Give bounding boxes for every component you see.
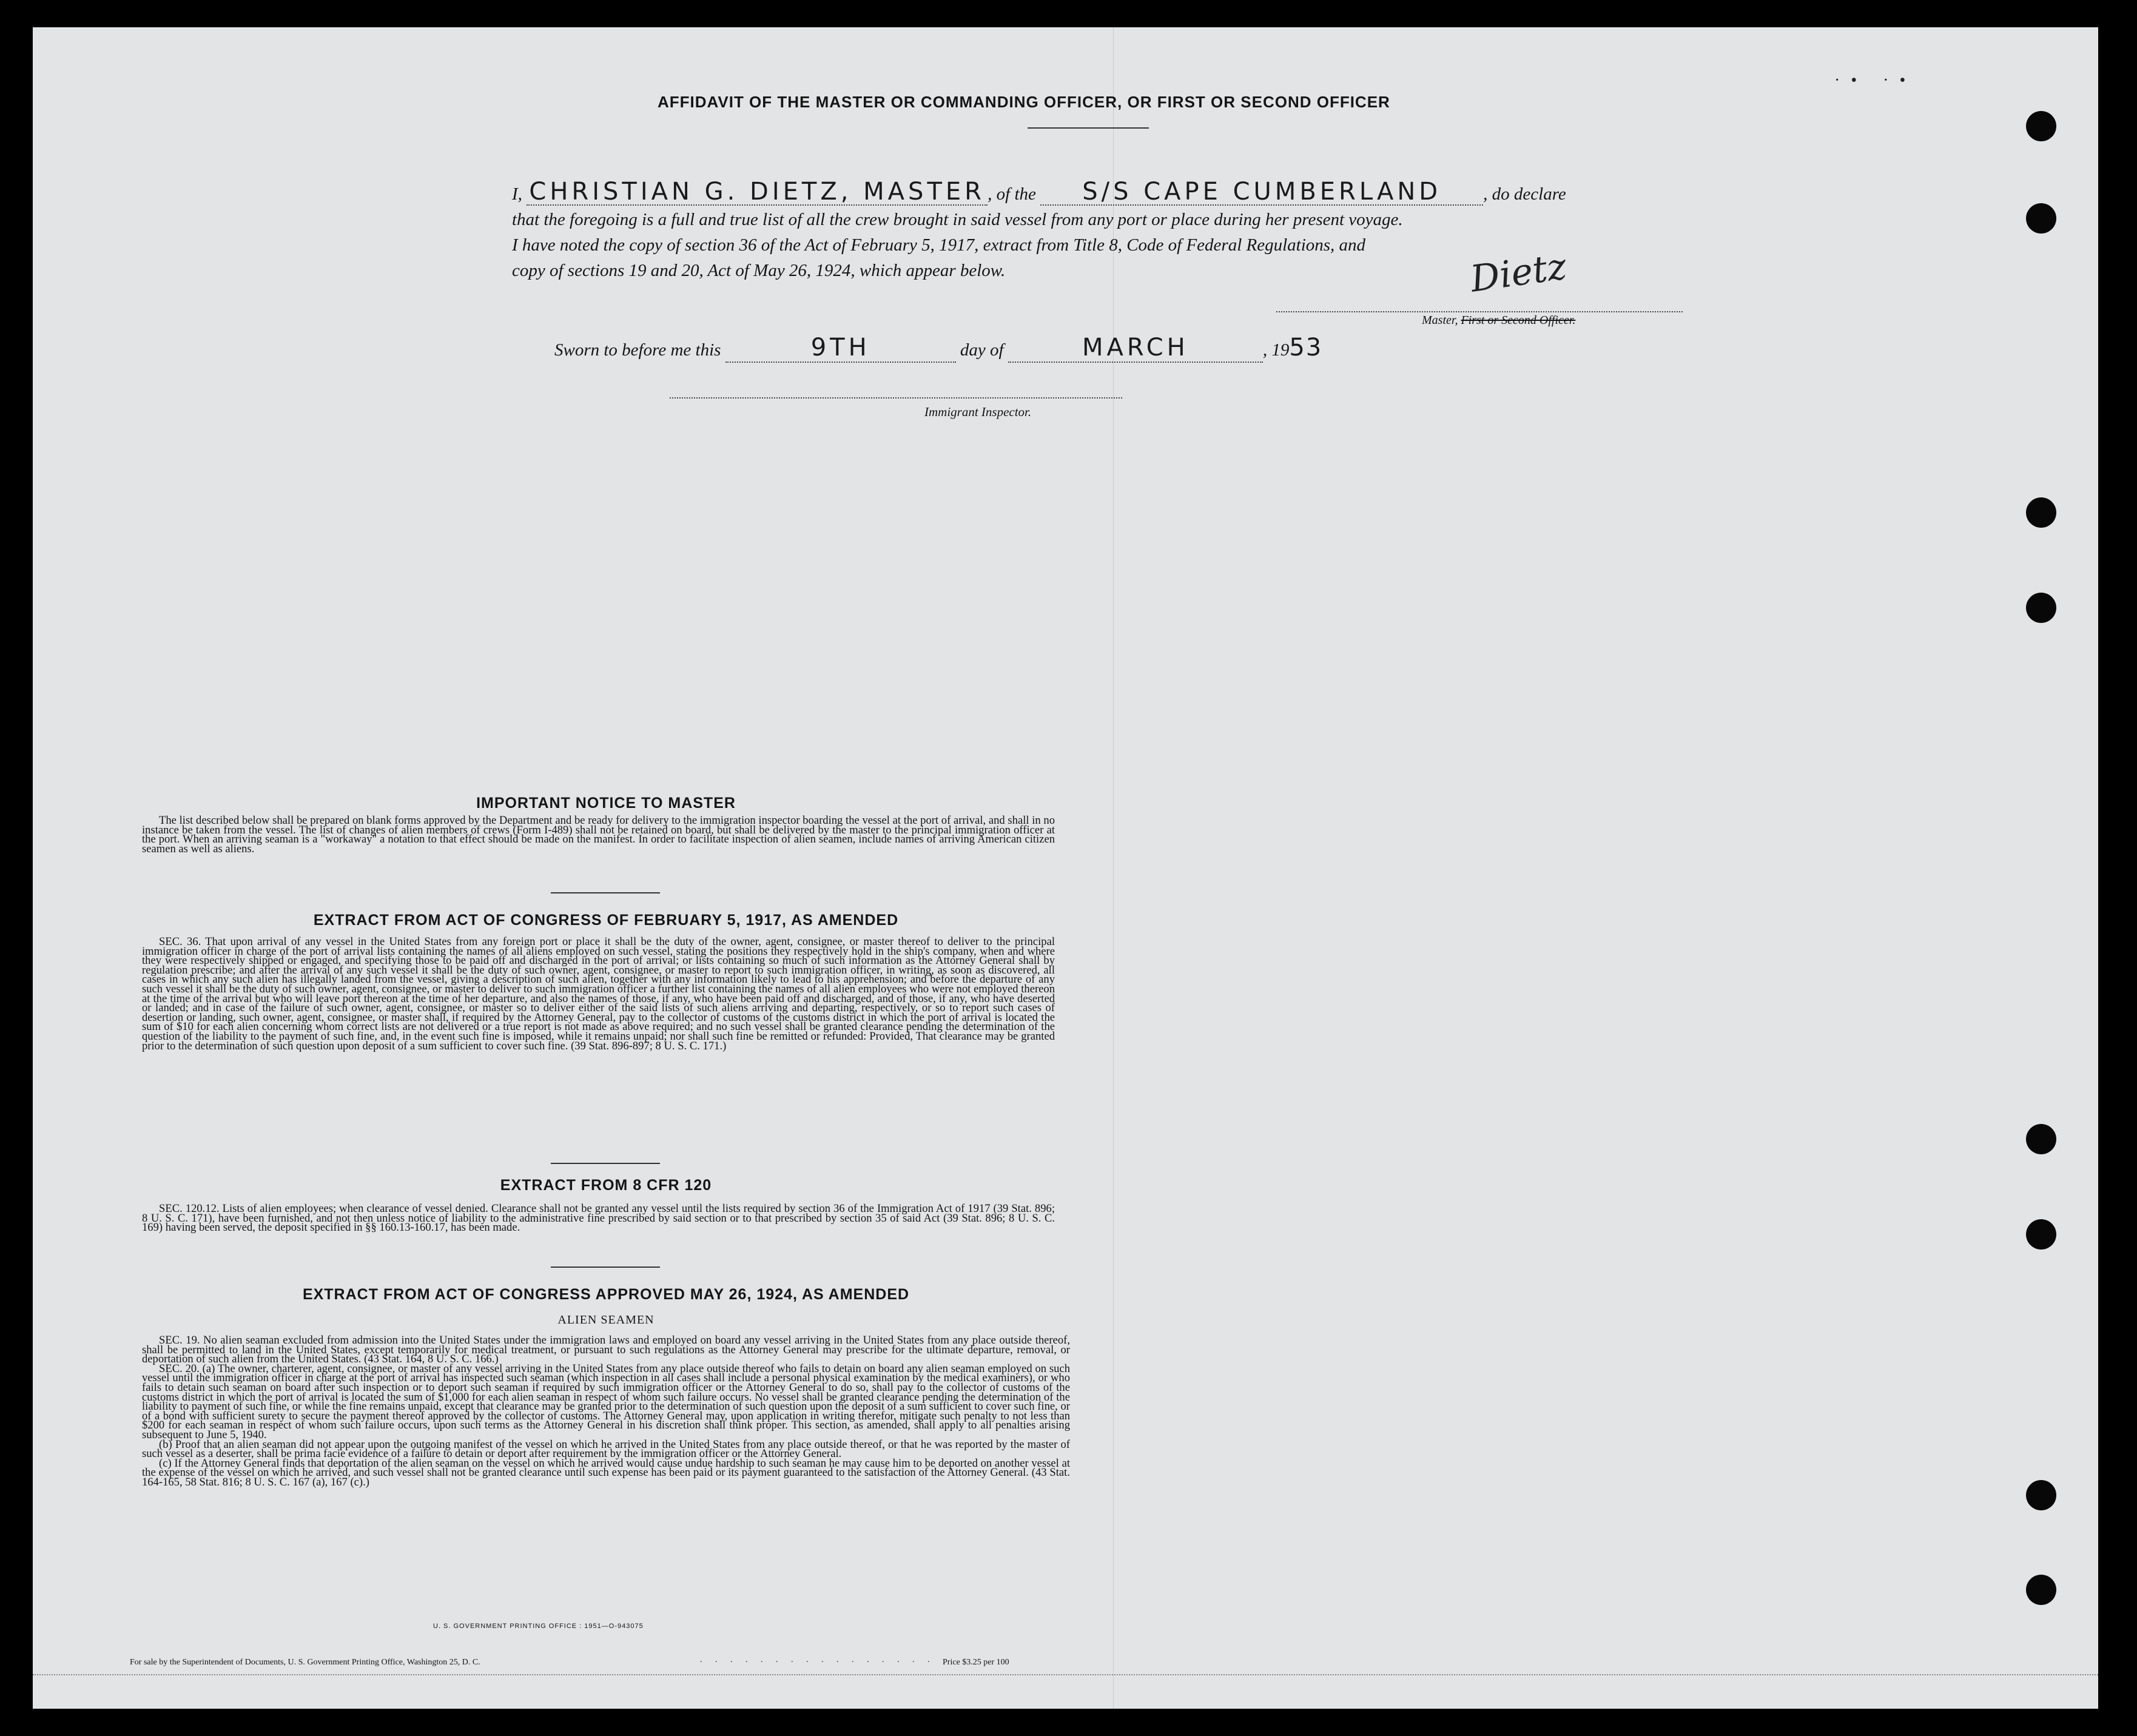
affidavit-title: AFFIDAVIT OF THE MASTER OR COMMANDING OFFICER, OR FIRST OR SECOND OFFICER (658, 93, 1390, 111)
notice-text: The list described below shall be prepared on blank forms approved by the Department and be ready for delivery to the immigration inspector boarding the vessel at the port of arrival, and shall in no instance be taken from the vessel. The list of changes of alien members of crews (Form I-489) shall not be retained on board, but shall be delivered by the master to the principal immigration officer at the port. When an arriving seaman is a "workaway" a notation to that effect should be made on the manifest. In order to facilitate inspection of alien seamen, include names of arriving American citizen seamen as well as aliens. (142, 814, 1055, 855)
sec-20c: (c) If the Attorney General finds that deportation of the alien seaman on the vessel on which he arrived would cause undue hardship to such seaman he may cause him to be deported on another vessel at the expense of the vessel on which he arrived, and such vessel shall not be granted clearance until such expense has been paid or its payment guaranteed to the satisfaction of the Attorney General. (43 Stat. 164-165, 58 Stat. 816; 8 U. S. C. 167 (a), 167 (c).) (142, 1456, 1070, 1489)
i-label: I, (512, 184, 522, 204)
sec-20b: (b) Proof that an alien seaman did not appear upon the outgoing manifest of the vessel on which he arrived in the United States from any place outside thereof, or that he was reported by the master of such vessel as a deserter, shall be prima facie evidence of a failure to detain or deport after requirement by the immigration officer or the Attorney General. (142, 1438, 1070, 1461)
sworn-line (554, 334, 1322, 363)
vessel-name-field: S/S CAPE CUMBERLAND (1040, 179, 1483, 206)
footer-price: Price $3.25 per 100 (943, 1658, 1009, 1667)
extract-1917-title: EXTRACT FROM ACT OF CONGRESS OF FEBRUARY 5, 1917, AS AMENDED (313, 912, 899, 929)
notice-title: IMPORTANT NOTICE TO MASTER (476, 795, 736, 812)
declaration-line-4: copy of sections 19 and 20, Act of May 26, 1924, which appear below. (512, 261, 1006, 280)
extract-cfr-divider (551, 1267, 660, 1268)
declaration-line-2: that the foregoing is a full and true list of all the crew brought in said vessel from any port or place during her present voyage. (512, 210, 1403, 229)
binder-hole (2026, 1219, 2056, 1250)
paper-specks: ·• ·• (1834, 71, 1917, 90)
document-sheet (33, 27, 2098, 1709)
alien-seamen-subtitle: ALIEN SEAMEN (557, 1313, 655, 1327)
signer-caption: Master, First or Second Officer. (1422, 314, 1576, 327)
binder-hole (2026, 593, 2056, 623)
binder-hole (2026, 497, 2056, 528)
extract-1917-divider (551, 1163, 660, 1164)
master-name-field: CHRISTIAN G. DIETZ, MASTER (527, 179, 988, 206)
declaration-line-1 (512, 179, 1695, 207)
master-signature: Dietz (1467, 245, 1569, 301)
sworn-label: Sworn to before me this (554, 340, 721, 360)
extract-1917-text: SEC. 36. That upon arrival of any vessel in the United States from any foreign port or place it shall be the duty of the owner, agent, consignee, or master thereof to deliver to the principal immigration officer in charge of the port of arrival lists containing the names of all aliens employed on such vessel, stating the positions they respectively hold in the ship's company, when and where they were respectively shipped or engaged, and specifying those to be paid off and discharged in the port of arrival; or lists containing so much of such information as the Attorney General shall by regulation prescribe; and after the arrival of any such vessel it shall be the duty of such owner, agent, consignee, or master to report to such immigration officer, in writing, as soon as discovered, all cases in which any such alien has illegally landed from the vessel, giving a description of such alien, together with any information likely to lead to his apprehension; and before the departure of any such vessel it shall be the duty of such owner, agent, consignee, or master to deliver to such immigration officer a further list containing the names of all alien employees who were not employed thereon at the time of the arrival but who will leave port thereon at the time of her departure, and also the names of those, if any, who have been paid off and discharged, and of those, if any, who have deserted or landed; and in case of the failure of such owner, agent, consignee, or master so to deliver either of the said lists of such aliens arriving and departing, respectively, or so to report such cases of desertion or landing, such owner, agent, consignee, or master shall, if required by the Attorney General, pay to the collector of customs of the customs district in which the port of arrival is located the sum of $10 for each alien concerning whom correct lists are not delivered or a true report is not made as above required; and no such vessel shall be granted clearance pending the determination of the question of the liability to the payment of such fine, and, in the event such fine is imposed, while it remains unpaid; nor shall such fine be remitted or refunded: Provided, That clearance may be granted prior to the determination of such question upon deposit of a sum sufficient to cover such fine. (39 Stat. 896-897; 8 U. S. C. 171.) (142, 935, 1055, 1052)
day-of-label: day of (960, 340, 1004, 360)
footer-sale-note: For sale by the Superintendent of Documents, U. S. Government Printing Office, Washington 25, D. C. (130, 1658, 480, 1667)
binder-hole (2026, 111, 2056, 141)
printing-office-imprint: U. S. GOVERNMENT PRINTING OFFICE : 1951—O-943075 (433, 1623, 644, 1630)
inspector-caption: Immigrant Inspector. (924, 405, 1032, 419)
extract-1924-title: EXTRACT FROM ACT OF CONGRESS APPROVED MAY 26, 1924, AS AMENDED (302, 1286, 910, 1303)
sworn-day-field: 9TH (725, 334, 956, 363)
binder-hole (2026, 1480, 2056, 1510)
of-the-label: , of the (988, 184, 1036, 204)
year-prefix: , 19 (1262, 340, 1290, 360)
extract-1924-text (142, 1336, 1070, 1487)
signature-line (1276, 311, 1683, 312)
title-divider (1028, 127, 1149, 129)
inspector-signature-line (670, 397, 1122, 399)
notice-divider (551, 892, 660, 893)
binder-hole (2026, 1124, 2056, 1154)
declare-label: , do declare (1483, 184, 1566, 204)
sec-19: SEC. 19. No alien seaman excluded from admission into the United States under the immigration laws and employed on board any vessel arriving in the United States from any place outside thereof, shall be permitted to land in the United States, except temporarily for medical treatment, or pursuant to such regulations as the Attorney General may prescribe for the ultimate departure, removal, or deportation of such alien from the United States. (43 Stat. 164, 8 U. S. C. 166.) (142, 1334, 1070, 1366)
footer-rule (33, 1674, 2098, 1675)
extract-cfr-text: SEC. 120.12. Lists of alien employees; when clearance of vessel denied. Clearance shall not be granted any vessel until the lists required by section 36 of the Immigration Act of 1917 (39 Stat. 896; 8 U. S. C. 171), have been furnished, and not then unless notice of liability to the administrative fine prescribed by said section or to that prescribed by section 35 of said Act (39 Stat. 896; 8 U. S. C. 169) having been served, the deposit specified in §§ 160.13-160.17, has been made. (142, 1202, 1055, 1234)
declaration-line-3: I have noted the copy of section 36 of the Act of February 5, 1917, extract from Title 8, Code of Federal Regulations, and (512, 235, 1366, 255)
binder-hole (2026, 1575, 2056, 1605)
sworn-month-field: MARCH (1008, 334, 1263, 363)
footer-leader-dots: . . . . . . . . . . . . . . . . (700, 1655, 935, 1664)
extract-cfr-title: EXTRACT FROM 8 CFR 120 (500, 1177, 712, 1194)
binder-hole (2026, 203, 2056, 234)
sworn-year-field: 53 (1289, 334, 1323, 362)
sec-20a: SEC. 20. (a) The owner, charterer, agent, consignee, or master of any vessel arriving in the United States from any place outside thereof who fails to detain on board any alien seaman employed on such vessel until the immigration officer in charge at the port of arrival has inspected such seaman (which inspection in all cases shall include a personal physical examination by the medical examiners), or who fails to detain such seaman on board after such inspection or to deport such seaman if required by such immigration officer or the Attorney General to do so, shall pay to the collector of customs of the customs district in which the port of arrival is located the sum of $1,000 for each alien seaman in respect of whom such failure occurs. No vessel shall be granted clearance pending the determination of the liability to payment of such fine, or while the fine remains unpaid, except that clearance may be granted prior to the determination of such question upon the deposit of a sum sufficient to cover such fine, or of a bond with sufficient surety to secure the payment thereof approved by the collector of customs. The Attorney General may, upon application in writing therefor, mitigate such penalty to not less than $200 for each seaman in respect of whom such failure occurs, upon such terms as the Attorney General in his discretion shall think proper. This section, as amended, shall apply to all penalties arising subsequent to June 5, 1940. (142, 1362, 1070, 1441)
